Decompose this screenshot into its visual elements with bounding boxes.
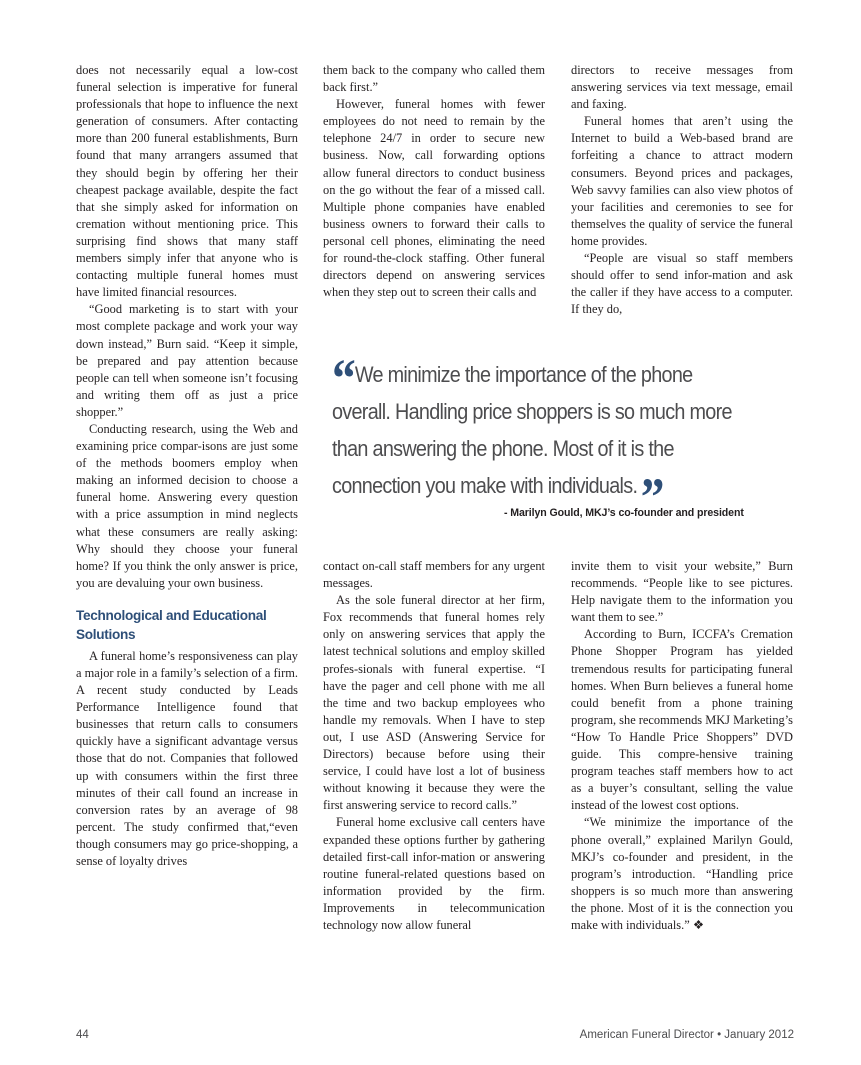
section-heading: Technological and Educational Solutions <box>76 607 267 642</box>
column1-paragraph-1: does not necessarily equal a low-cost funeral selection is imperative for funeral professionals that hope to influence the next generation of consumers. After contacting more than 200 funeral establishments, Burn found that many arrangers assumed that they should begin by offering her their cheapest package available, despite the fact that she simply asked for information on cremation without mentioning price. This surprising find shows that many staff members simply infer that anyone who is contacting multiple funeral homes must have limited financial resources. <box>76 63 298 300</box>
column2-bottom-paragraph-3: Funeral home exclusive call centers have expanded these options further by gathering detailed first-call infor-mation or answering routine funeral-related questions based on information provided by the firm. Improvements in telecommunication technology now allow funeral <box>323 815 545 932</box>
column1-paragraph-3: Conducting research, using the Web and examining price compar-isons are just some of the methods boomers employ when making an informed decision to choose a funeral home. Answering every question with a price assumption in mind neglects what these consumers are really asking: Why should they choose your funeral home? If you think the only answer is price, you are devaluing your own business. <box>76 421 298 590</box>
pull-quote-text: We minimize the importance of the phone overall. Handling price shoppers is so much more than answering the phone. Most of it is the connection you make with individuals. <box>332 362 732 498</box>
column3-bottom-paragraph-2: According to Burn, ICCFA’s Cremation Phone Shopper Program has yielded tremendous results for participating funeral homes. When Burn believes a funeral home could benefit from a phone training program, she recommends MKJ Marketing’s “How To Handle Price Shoppers” DVD guide. This compre-hensive training program teaches staff members how to act as a buyer’s consultant, selling the value instead of the lowest cost options. <box>571 627 793 813</box>
column3-bottom-paragraph-1: invite them to visit your website,” Burn recommends. “People like to see pictures. Help navigate them to the information you want them to see.” <box>571 559 793 625</box>
column2-top-paragraph-1: them back to the company who called them back first.” <box>323 63 545 95</box>
column2-top-paragraph-2: However, funeral homes with fewer employees do not need to remain by the telephone 24/7 in order to secure new business. Now, call forwarding options allow funeral directors to conduct business on the go without the fear of a missed call. Multiple phone companies have enabled business owners to forward their calls to personal cell phones, eliminating the need for round-the-clock staffing. Other funeral directors depend on answering services when they step out to screen their calls and <box>323 97 545 300</box>
column-2-top <box>323 62 545 301</box>
column1-paragraph-4: A funeral home’s responsiveness can play a major role in a family’s selection of a firm. A recent study conducted by Leads Performance Intelligence found that businesses that return calls to consumers quickly have a significant advantage versus those that do not. Companies that followed up with consumers within the first three minutes of their call found an increase in conversion rates by an average of 98 percent. The study confirmed that,“even though consumers may go price-shopping, a sense of loyalty drives <box>76 648 298 869</box>
column-1 <box>76 62 298 870</box>
close-quote-mark: ” <box>640 467 662 527</box>
open-quote-mark: “ <box>332 348 354 408</box>
column-3-bottom <box>571 558 793 934</box>
pull-quote-attribution: - Marilyn Gould, MKJ’s co-founder and president <box>504 507 744 519</box>
page-number: 44 <box>76 1029 89 1041</box>
column3-top-paragraph-3: “People are visual so staff members should offer to send infor-mation and ask the caller if they have access to a computer. If they do, <box>571 251 793 317</box>
column-2-bottom <box>323 558 545 934</box>
publication-footer: American Funeral Director • January 2012 <box>579 1029 794 1041</box>
column2-bottom-paragraph-2: As the sole funeral director at her firm, Fox recommends that funeral homes rely only on answering services that apply the latest technical solutions and employ skilled profes-sionals with funeral expertise. “I have the pager and cell phone with me all the time and two backup employees who handle my removals. When I have to step out, I use ASD (Answering Service for Directors) because before using their service, I could have lost a lot of business without knowing it because they were the first answering service to record calls.” <box>323 593 545 813</box>
column2-bottom-paragraph-1: contact on-call staff members for any urgent messages. <box>323 559 545 591</box>
column3-bottom-paragraph-3: “We minimize the importance of the phone overall,” explained Marilyn Gould, MKJ’s co-founder and president, in the program’s introduction. “Handling price shoppers is so much more than answering the phone. Most of it is the connection you make with individuals.” ❖ <box>571 815 793 932</box>
column1-paragraph-2: “Good marketing is to start with your most complete package and work your way down instead,” Burn said. “Keep it simple, be prepared and pay attention because people can tell when someone isn’t focusing and writing them off as just a price shopper.” <box>76 302 298 419</box>
column3-top-paragraph-1: directors to receive messages from answering services via text message, email and faxing. <box>571 63 793 112</box>
column-3-top <box>571 62 793 318</box>
column3-top-paragraph-2: Funeral homes that aren’t using the Internet to build a Web-based brand are forfeiting a chance to attract modern consumers. Beyond prices and packages, Web savvy families can also view photos of your facilities and ceremonies to see for themselves the quality of service the funeral home provides. <box>571 114 793 248</box>
